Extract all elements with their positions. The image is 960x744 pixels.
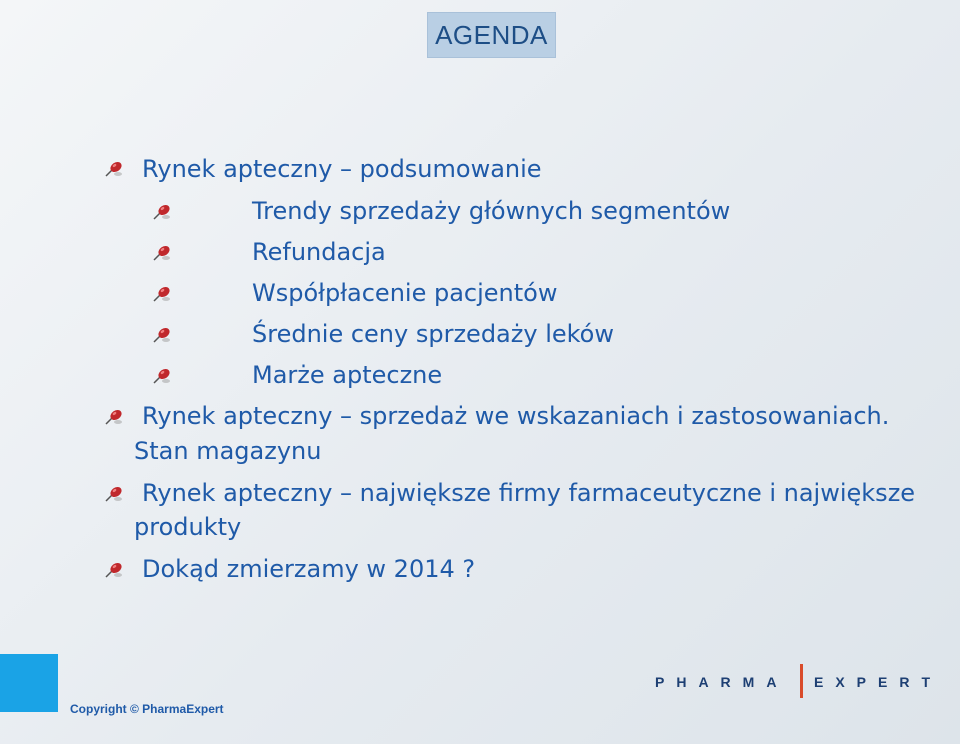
red-pushpin-icon	[152, 285, 172, 303]
agenda-item-text: Trendy sprzedaży głównych segmentów	[252, 197, 731, 225]
agenda-item-text: Średnie ceny sprzedaży leków	[252, 320, 614, 348]
agenda-item-text: Dokąd zmierzamy w 2014 ?	[142, 555, 476, 583]
agenda-item-text: Rynek apteczny – podsumowanie	[142, 155, 542, 183]
logo-expert-text: EXPERT	[814, 674, 943, 690]
agenda-item-text: Marże apteczne	[252, 361, 443, 389]
agenda-item-continuation: produkty	[134, 513, 242, 541]
logo-divider	[800, 664, 803, 698]
red-pushpin-icon	[104, 160, 124, 178]
red-pushpin-icon	[152, 244, 172, 262]
pharmaexpert-logo	[652, 664, 942, 700]
red-pushpin-icon	[152, 203, 172, 221]
agenda-item-continuation: Stan magazynu	[134, 437, 322, 465]
red-pushpin-icon	[152, 367, 172, 385]
agenda-item-text: Refundacja	[252, 238, 386, 266]
red-pushpin-icon	[104, 561, 124, 579]
copyright-text: Copyright © PharmaExpert	[70, 702, 224, 716]
agenda-item-text: Rynek apteczny – sprzedaż we wskazaniach i zastosowaniach.	[142, 402, 890, 430]
logo-pharma-text: PHARMA	[655, 674, 789, 690]
accent-square	[0, 654, 58, 712]
red-pushpin-icon	[104, 485, 124, 503]
red-pushpin-icon	[104, 408, 124, 426]
agenda-item-text: Współpłacenie pacjentów	[252, 279, 558, 307]
agenda-item-text: Rynek apteczny – największe firmy farmaceutyczne i największe	[142, 479, 916, 507]
red-pushpin-icon	[152, 326, 172, 344]
agenda-title-box	[428, 13, 555, 57]
page-title: AGENDA	[435, 19, 548, 50]
